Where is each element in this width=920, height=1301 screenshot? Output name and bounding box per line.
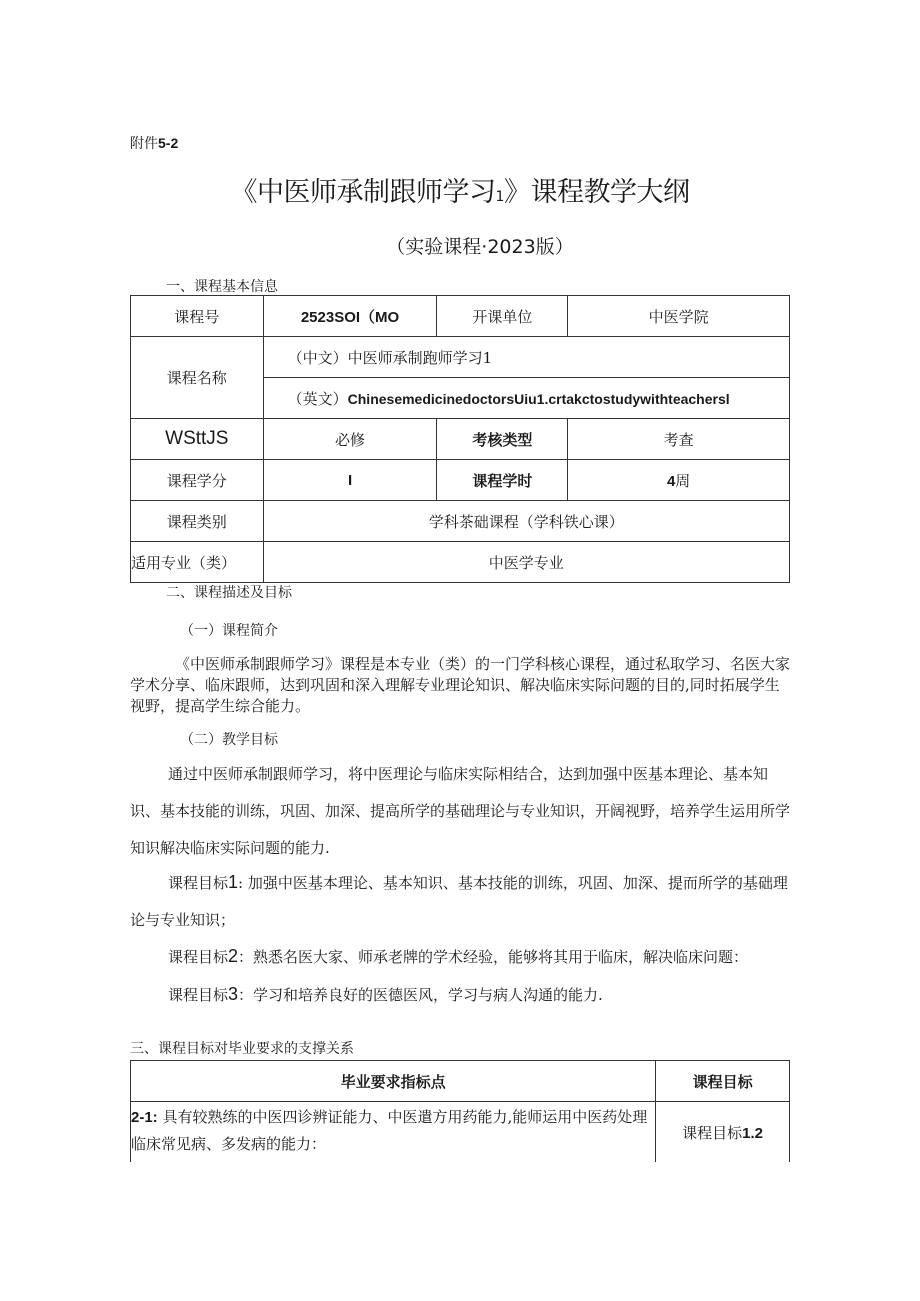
support-table — [130, 1060, 790, 1162]
course-name-en — [263, 378, 789, 419]
table-row — [131, 1102, 790, 1163]
goal-num: 1 — [228, 872, 239, 892]
exam-type-label: 考核类型 — [437, 419, 568, 460]
subheading-intro: （一）课程简介 — [180, 623, 278, 639]
course-no-value: 2523SOI（MO — [263, 296, 437, 337]
requirement-text: 具有较熟练的中医四诊辨证能力、中医遣方用药能力,能师运用中医药处理临床常见病、多发病的能力： — [131, 1108, 648, 1153]
credit-label: 课程学分 — [131, 460, 264, 501]
table-row — [131, 296, 790, 337]
table-row — [131, 337, 790, 378]
course-type-label: WSttJS — [131, 419, 264, 460]
header-requirement: 毕业要求指标点 — [131, 1061, 656, 1102]
goal-1 — [130, 864, 790, 939]
subheading-objectives: （二）教学目标 — [180, 732, 278, 748]
table-row — [131, 460, 790, 501]
hours-label: 课程学时 — [437, 460, 568, 501]
goal-number: 1.2 — [742, 1124, 764, 1142]
section-heading-support: 三、课程目标对毕业要求的支撑关系 — [130, 1041, 354, 1057]
title-prefix: 《中医师承制跟师学习 — [230, 177, 496, 208]
title-sub: 1 — [495, 189, 504, 205]
exam-type-value: 考查 — [568, 419, 790, 460]
category-value: 学科茶础课程（学科铁心课） — [263, 501, 789, 542]
table-row — [131, 542, 790, 583]
major-value: 中医学专业 — [263, 542, 789, 583]
name-en-value: ChinesemedicinedoctorsUiu1.crtakctostudywithteachersl — [347, 390, 730, 407]
document-subtitle: （实验课程·2023版） — [386, 236, 574, 258]
course-name-label: 课程名称 — [131, 337, 264, 419]
credit-value: I — [263, 460, 437, 501]
goal-label: 课程目标 — [168, 986, 229, 1004]
goal-2 — [130, 938, 790, 976]
goal-text: ：学习和培养良好的医德医风，学习与病人沟通的能力. — [238, 986, 603, 1004]
section-heading-basic-info: 一、课程基本信息 — [166, 279, 278, 295]
title-suffix: 》课程教学大纲 — [503, 177, 690, 208]
intro-paragraph: 《中医师承制跟师学习》课程是本专业（类）的一门学科核心课程，通过私取学习、名医大家学术分享、临床跟师，达到巩固和深入理解专业理论知识、解决临床实际问题的目的,同时拓展学生视野，提高学生综合能力。 — [130, 655, 791, 715]
course-no-label: 课程号 — [131, 296, 264, 337]
table-row — [131, 501, 790, 542]
name-en-prefix: （英文） — [287, 389, 348, 408]
table-header-row — [131, 1061, 790, 1102]
requirement-code: 2-1: — [131, 1109, 158, 1126]
goal-text: ：熟悉名医大家、师承老牌的学术经验，能够将其用于临床，解决临床问题： — [238, 948, 749, 966]
goal-label: 课程目标 — [168, 874, 229, 892]
section-heading-description: 二、课程描述及目标 — [166, 585, 292, 601]
dept-value: 中医学院 — [568, 296, 790, 337]
document-title — [0, 170, 920, 209]
header-goal: 课程目标 — [656, 1061, 790, 1102]
requirement-cell — [131, 1102, 656, 1163]
goal-cell — [656, 1102, 790, 1163]
attachment-label — [130, 133, 178, 153]
goal-num: 2 — [228, 946, 239, 966]
goal-3 — [130, 976, 790, 1014]
major-label: 适用专业（类） — [131, 542, 264, 583]
table-row — [131, 419, 790, 460]
course-type-value: 必修 — [263, 419, 437, 460]
course-info-table — [130, 295, 790, 583]
hours-unit: 周 — [675, 471, 691, 490]
goal-label: 课程目标 — [168, 948, 229, 966]
course-name-cn: （中文）中医师承制跑师学习1 — [263, 337, 789, 378]
category-label: 课程类别 — [131, 501, 264, 542]
objectives-paragraph: 通过中医师承制跟师学习，将中医理论与临床实际相结合，达到加强中医基本理论、基本知识、基本技能的训练，巩固、加深、提高所学的基础理论与专业知识，开阔视野，培养学生运用所学知识解决临床实际问题的能力. — [130, 765, 791, 857]
goal-prefix: 课程目标 — [682, 1123, 743, 1142]
goal-num: 3 — [228, 984, 239, 1004]
hours-num: 4 — [666, 472, 676, 490]
dept-label: 开课单位 — [437, 296, 568, 337]
goal-text: : 加强中医基本理论、基本知识、基本技能的训练，巩固、加深、提而所学的基础理论与专业知识； — [130, 874, 788, 929]
attachment-number: 5-2 — [158, 135, 179, 151]
attachment-prefix: 附件 — [130, 136, 158, 152]
hours-value — [568, 460, 790, 501]
